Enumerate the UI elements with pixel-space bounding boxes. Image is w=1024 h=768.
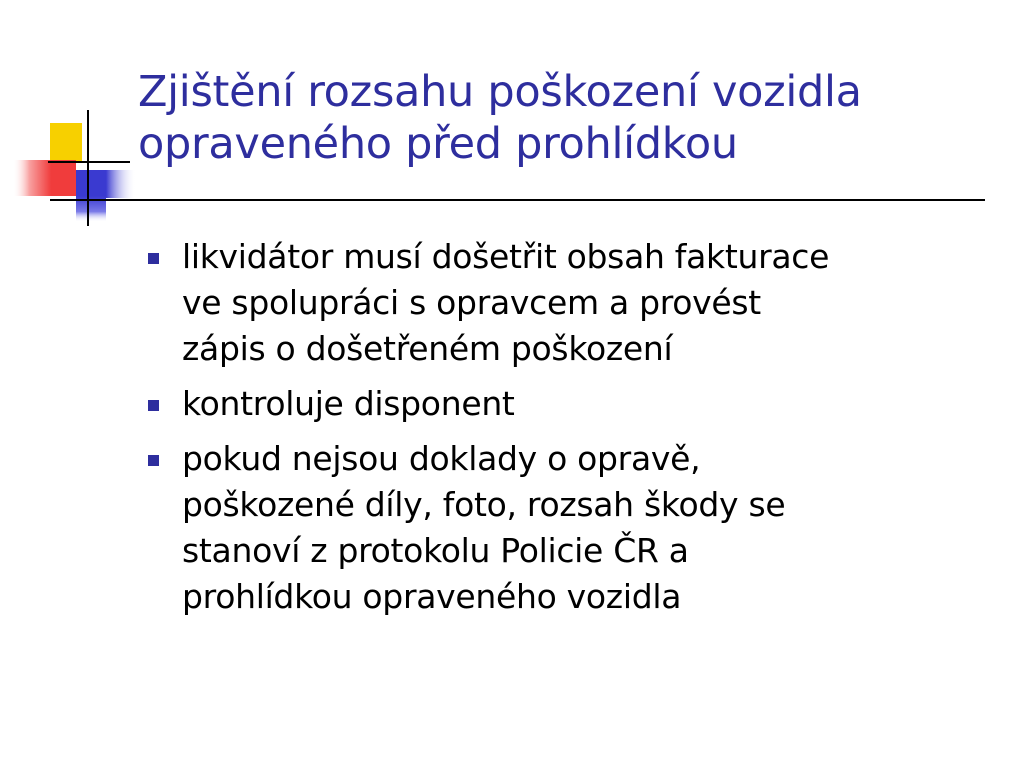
bullet-item xyxy=(145,381,1005,427)
bullet-text xyxy=(182,436,1005,620)
color-squares-crosshair-icon xyxy=(0,0,150,240)
bullet-line: poškozené díly, foto, rozsah škody se xyxy=(182,485,786,524)
yellow-square xyxy=(50,123,82,163)
bullet-line: kontroluje disponent xyxy=(182,384,515,423)
bullet-text xyxy=(182,381,1005,427)
bullet-line: stanoví z protokolu Policie ČR a xyxy=(182,531,689,570)
title-divider xyxy=(50,199,985,201)
bullet-item xyxy=(145,234,1005,372)
slide-title-line-2: opraveného před prohlídkou xyxy=(138,119,738,169)
square-bullet-icon xyxy=(148,400,159,411)
square-bullet-icon xyxy=(148,455,159,466)
blue-square xyxy=(76,170,136,198)
bullet-line: pokud nejsou doklady o opravě, xyxy=(182,439,701,478)
bullet-line: ve spolupráci s opravcem a provést xyxy=(182,283,761,322)
bullet-text xyxy=(182,234,1005,372)
bullet-item xyxy=(145,436,1005,620)
slide-title-line-1: Zjištění rozsahu poškození vozidla xyxy=(138,67,862,117)
square-bullet-icon xyxy=(148,253,159,264)
bullet-list xyxy=(145,234,1005,629)
bullet-line: prohlídkou opraveného vozidla xyxy=(182,577,682,616)
slide-title xyxy=(138,66,1018,170)
red-square xyxy=(14,160,76,196)
bullet-line: zápis o došetřeném poškození xyxy=(182,329,673,368)
bullet-line: likvidátor musí došetřit obsah fakturace xyxy=(182,237,830,276)
